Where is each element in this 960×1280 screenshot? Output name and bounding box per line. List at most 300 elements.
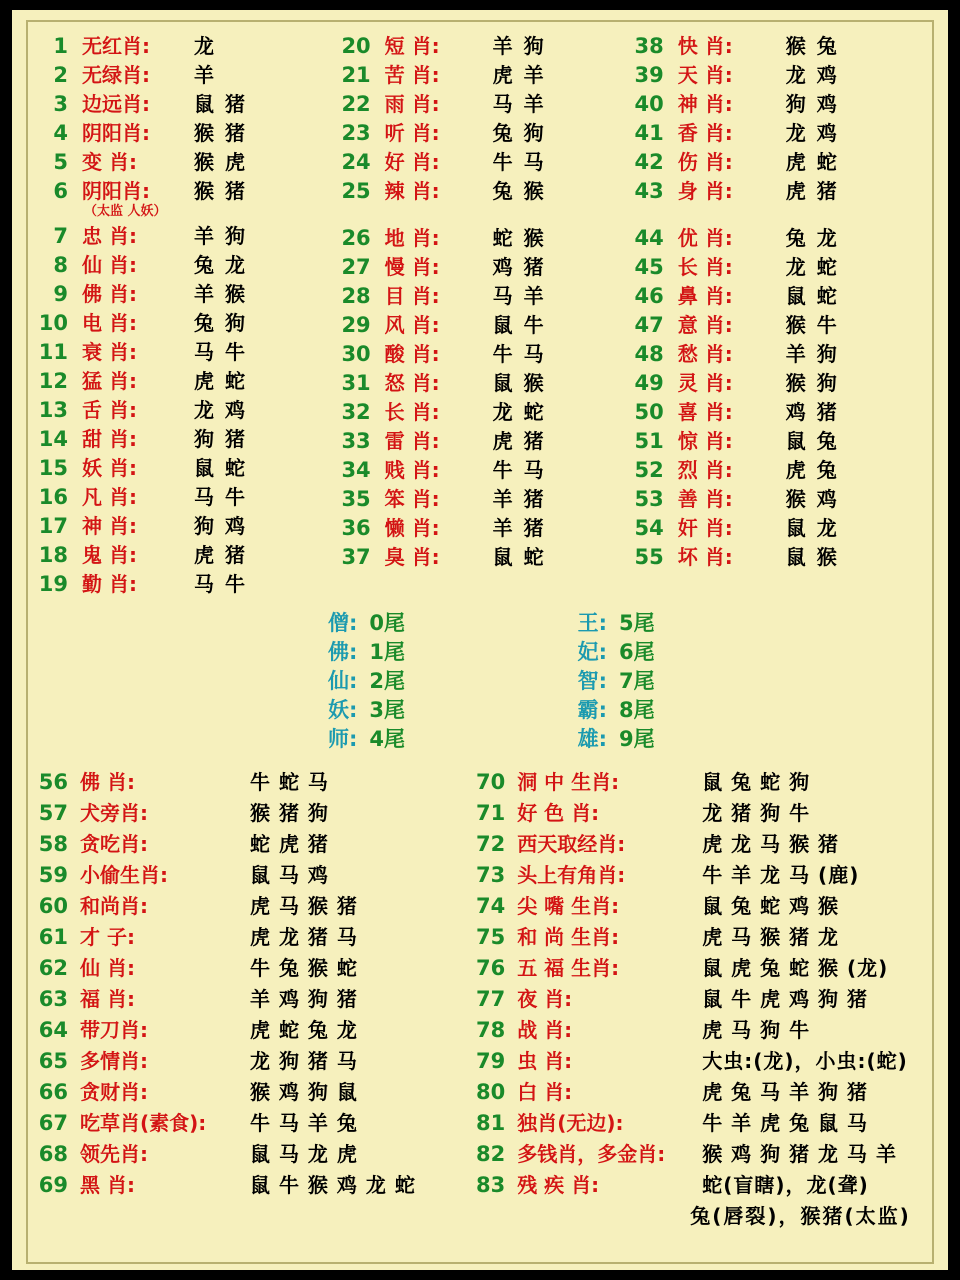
entry-value: 猴 猪 bbox=[194, 121, 247, 145]
entry-label: 苦 肖: bbox=[384, 63, 440, 87]
entry-number: 16 bbox=[38, 485, 68, 509]
entry-value: 牛 马 bbox=[492, 458, 546, 482]
entry-number: 36 bbox=[341, 516, 371, 540]
entry-label: 鼻 肖: bbox=[677, 284, 733, 308]
entry-label: 勤 肖: bbox=[82, 572, 137, 596]
entry-label: 好 色 肖: bbox=[517, 801, 600, 825]
entry-row bbox=[634, 367, 922, 396]
entry-label: 长 肖: bbox=[677, 255, 733, 279]
entry-number: 61 bbox=[38, 925, 68, 949]
entry-value: 牛 马 羊 兔 bbox=[250, 1111, 358, 1135]
entry-row bbox=[38, 307, 341, 336]
tail-row bbox=[305, 607, 405, 636]
entry-label: 意 肖: bbox=[677, 313, 733, 337]
entry-row bbox=[38, 766, 475, 797]
entry-value: 猴 鸡 狗 鼠 bbox=[250, 1080, 358, 1104]
entry-value: 羊 bbox=[194, 63, 216, 87]
entry-number: 46 bbox=[634, 284, 664, 308]
entry-number: 81 bbox=[475, 1111, 506, 1135]
entry-number: 47 bbox=[634, 313, 664, 337]
entry-row bbox=[475, 921, 922, 952]
entry-row bbox=[38, 278, 341, 307]
entry-row bbox=[634, 88, 922, 117]
tail-row bbox=[555, 636, 655, 665]
entry-value: 鸡 猪 bbox=[492, 255, 546, 279]
entry-value: 鸡 猪 bbox=[785, 400, 839, 424]
entry-number: 6 bbox=[53, 179, 68, 203]
entry-label: 臭 肖: bbox=[384, 545, 440, 569]
entry-label: 短 肖: bbox=[384, 34, 440, 58]
entry-value: 龙 猪 狗 牛 bbox=[702, 801, 811, 825]
entry-number: 21 bbox=[341, 63, 371, 87]
tail-row bbox=[305, 694, 405, 723]
tail-value: 6尾 bbox=[619, 640, 655, 664]
entry-row bbox=[38, 452, 341, 481]
entry-number: 79 bbox=[475, 1049, 506, 1073]
entry-value: 牛 羊 龙 马 (鹿) bbox=[702, 863, 860, 887]
entry-value: 羊 狗 bbox=[492, 34, 546, 58]
entry-row bbox=[475, 1014, 922, 1045]
entry-value: 马 牛 bbox=[194, 340, 247, 364]
entry-value: 猴 牛 bbox=[785, 313, 839, 337]
entry-label: 怒 肖: bbox=[384, 371, 440, 395]
entry-number: 74 bbox=[475, 894, 506, 918]
entry-value: 龙 蛇 bbox=[785, 255, 839, 279]
entry-number: 26 bbox=[341, 226, 371, 250]
top-section bbox=[38, 30, 922, 597]
entry-number: 83 bbox=[475, 1173, 506, 1197]
entry-label: 无绿肖: bbox=[82, 63, 150, 87]
bottom-column-b bbox=[475, 766, 922, 1231]
entry-row bbox=[38, 1076, 475, 1107]
entry-label: 带刀肖: bbox=[80, 1018, 148, 1042]
entry-label: 笨 肖: bbox=[384, 487, 440, 511]
entry-value: 虎 猪 bbox=[492, 429, 546, 453]
entry-number: 24 bbox=[341, 150, 371, 174]
entry-label: 虫 肖: bbox=[517, 1049, 573, 1073]
entry-number: 12 bbox=[38, 369, 68, 393]
entry-label: 多情肖: bbox=[80, 1049, 148, 1073]
entry-label: 仙 肖: bbox=[82, 253, 137, 277]
entry-row bbox=[475, 1045, 922, 1076]
entry-row bbox=[38, 539, 341, 568]
entry-row bbox=[634, 541, 922, 570]
entry-label: 风 肖: bbox=[384, 313, 440, 337]
entry-value: 猴 鸡 bbox=[785, 487, 839, 511]
entry-label: 黑 肖: bbox=[80, 1173, 135, 1197]
entry-label: 和 尚 生肖: bbox=[517, 925, 620, 949]
column-b bbox=[341, 30, 634, 570]
entry-value: 马 羊 bbox=[492, 92, 546, 116]
entry-row bbox=[38, 481, 341, 510]
entry-value: 虎 马 猴 猪 bbox=[250, 894, 358, 918]
entry-row bbox=[38, 1169, 475, 1200]
entry-label: 贪财肖: bbox=[80, 1080, 148, 1104]
entry-label: 多钱肖，多金肖: bbox=[517, 1142, 666, 1166]
entry-label: 无红肖: bbox=[82, 34, 150, 58]
bottom-column-a bbox=[38, 766, 475, 1231]
entry-number: 41 bbox=[634, 121, 664, 145]
entry-row bbox=[341, 396, 634, 425]
entry-value: 龙 鸡 bbox=[785, 63, 839, 87]
entry-row bbox=[38, 859, 475, 890]
tail-key: 雄: bbox=[577, 727, 607, 751]
entry-value: 鼠 牛 猴 鸡 龙 蛇 bbox=[250, 1173, 416, 1197]
entry-number: 45 bbox=[634, 255, 664, 279]
entry-row bbox=[38, 365, 341, 394]
entry-label: 长 肖: bbox=[384, 400, 440, 424]
entry-value: 虎 蛇 bbox=[194, 369, 247, 393]
entry-row bbox=[634, 175, 922, 204]
entry-number: 18 bbox=[38, 543, 68, 567]
entry-number: 40 bbox=[634, 92, 664, 116]
entry-label: 快 肖: bbox=[677, 34, 733, 58]
tail-key: 师: bbox=[327, 727, 358, 751]
entry-value: 虎 兔 马 羊 狗 猪 bbox=[702, 1080, 869, 1104]
entry-value: 鼠 蛇 bbox=[785, 284, 839, 308]
entry-number: 78 bbox=[475, 1018, 506, 1042]
entry-value: 猴 猪 狗 bbox=[250, 801, 329, 825]
tail-key: 王: bbox=[577, 611, 607, 635]
entry-label: 五 福 生肖: bbox=[517, 956, 620, 980]
entry-label: 优 肖: bbox=[677, 226, 733, 250]
entry-value: 鼠 兔 蛇 狗 bbox=[702, 770, 811, 794]
entry-label: 雨 肖: bbox=[384, 92, 440, 116]
entry-label: 雷 肖: bbox=[384, 429, 440, 453]
entry-value: 虎 猪 bbox=[785, 179, 839, 203]
entry-value: 龙 狗 猪 马 bbox=[250, 1049, 358, 1073]
entry-value: 兔 龙 bbox=[785, 226, 839, 250]
entry-row bbox=[341, 454, 634, 483]
entry-row bbox=[634, 512, 922, 541]
tail-row bbox=[555, 665, 655, 694]
entry-row bbox=[475, 766, 922, 797]
entry-label: 辣 肖: bbox=[384, 179, 440, 203]
entry-label: 小偷生肖: bbox=[80, 863, 168, 887]
entry-number: 49 bbox=[634, 371, 664, 395]
tail-value: 7尾 bbox=[619, 669, 655, 693]
entry-value: 羊 狗 bbox=[785, 342, 839, 366]
entry-value: 狗 鸡 bbox=[194, 514, 247, 538]
tail-key: 智: bbox=[577, 669, 607, 693]
tail-row bbox=[555, 723, 655, 752]
entry-value: 蛇 猴 bbox=[492, 226, 546, 250]
entry-value: 羊 猪 bbox=[492, 487, 546, 511]
entry-label: 鬼 肖: bbox=[82, 543, 137, 567]
entry-number: 73 bbox=[475, 863, 506, 887]
entry-number: 64 bbox=[38, 1018, 68, 1042]
entry-row bbox=[38, 797, 475, 828]
entry-value: 羊 狗 bbox=[194, 224, 247, 248]
entry-number: 70 bbox=[475, 770, 506, 794]
entry-number: 2 bbox=[53, 63, 68, 87]
tail-key: 僧: bbox=[327, 611, 358, 635]
entry-row bbox=[341, 251, 634, 280]
entry-value: 龙 鸡 bbox=[785, 121, 839, 145]
entry-value: 龙 蛇 bbox=[492, 400, 546, 424]
entry-value: 虎 兔 bbox=[785, 458, 839, 482]
tail-value: 0尾 bbox=[369, 611, 405, 635]
entry-label: 惊 肖: bbox=[677, 429, 733, 453]
entry-row bbox=[38, 568, 341, 597]
entry-row bbox=[38, 1045, 475, 1076]
entry-row bbox=[475, 1138, 922, 1169]
entry-row bbox=[38, 88, 341, 117]
entry-row bbox=[475, 1076, 922, 1107]
entry-number: 77 bbox=[475, 987, 506, 1011]
tail-value: 4尾 bbox=[369, 727, 405, 751]
entry-number: 75 bbox=[475, 925, 506, 949]
entry-value: 蛇 虎 猪 bbox=[250, 832, 329, 856]
entry-row bbox=[475, 828, 922, 859]
entry-value: 狗 鸡 bbox=[785, 92, 839, 116]
entry-value: 猴 虎 bbox=[194, 150, 247, 174]
entry-row bbox=[634, 483, 922, 512]
entry-label: 和尚肖: bbox=[80, 894, 148, 918]
entry-value: 猴 狗 bbox=[785, 371, 839, 395]
entry-value: 马 牛 bbox=[194, 485, 247, 509]
entry-value: 马 牛 bbox=[194, 572, 247, 596]
entry-row bbox=[38, 30, 341, 59]
entry-label: 贪吃肖: bbox=[80, 832, 148, 856]
tail-row bbox=[555, 607, 655, 636]
entry-number: 69 bbox=[38, 1173, 68, 1197]
entry-row bbox=[38, 220, 341, 249]
entry-number: 7 bbox=[53, 224, 68, 248]
entry-row bbox=[38, 952, 475, 983]
tail-row bbox=[305, 723, 405, 752]
entry-number: 43 bbox=[634, 179, 664, 203]
entry-number: 34 bbox=[341, 458, 371, 482]
entry-number: 71 bbox=[475, 801, 506, 825]
entry-label: 天 肖: bbox=[677, 63, 733, 87]
entry-row bbox=[341, 222, 634, 251]
entry-value: 虎 猪 bbox=[194, 543, 247, 567]
tail-value: 9尾 bbox=[619, 727, 655, 751]
entry-number: 13 bbox=[38, 398, 68, 422]
entry-row bbox=[475, 890, 922, 921]
entry-row bbox=[38, 394, 341, 423]
entry-label: 灵 肖: bbox=[677, 371, 733, 395]
entry-number: 82 bbox=[475, 1142, 506, 1166]
entry-row bbox=[341, 175, 634, 204]
entry-number: 25 bbox=[341, 179, 371, 203]
entry-number: 62 bbox=[38, 956, 68, 980]
entry-label: 残 疾 肖: bbox=[517, 1173, 600, 1197]
entry-value: 鼠 蛇 bbox=[492, 545, 546, 569]
entry-row bbox=[38, 423, 341, 452]
entry-value: 鼠 猪 bbox=[194, 92, 247, 116]
entry-label: 仙 肖: bbox=[80, 956, 135, 980]
entry-value: 马 羊 bbox=[492, 284, 546, 308]
entry-label: 西天取经肖: bbox=[517, 832, 626, 856]
entry-number: 20 bbox=[341, 34, 371, 58]
entry-row bbox=[634, 309, 922, 338]
entry-label: 电 肖: bbox=[82, 311, 137, 335]
entry-value: 鼠 牛 bbox=[492, 313, 546, 337]
entry-label: 神 肖: bbox=[677, 92, 733, 116]
spacer bbox=[475, 1200, 690, 1231]
entry-label: 身 肖: bbox=[677, 179, 733, 203]
entry-number: 29 bbox=[341, 313, 371, 337]
entry-row bbox=[634, 454, 922, 483]
entry-row bbox=[341, 425, 634, 454]
entry-value: 鼠 马 鸡 bbox=[250, 863, 329, 887]
column-gap bbox=[341, 204, 634, 222]
entry-value: 鼠 兔 蛇 鸡 猴 bbox=[702, 894, 840, 918]
entry-label: 头上有角肖: bbox=[517, 863, 626, 887]
tails-left-column bbox=[305, 607, 405, 752]
entry-row bbox=[634, 30, 922, 59]
entry-value: 虎 马 猴 猪 龙 bbox=[702, 925, 840, 949]
entry-continuation-row bbox=[475, 1200, 922, 1231]
entry-row bbox=[475, 1169, 922, 1200]
inner-frame bbox=[26, 20, 934, 1264]
entry-label: 伤 肖: bbox=[677, 150, 733, 174]
tail-key: 仙: bbox=[327, 669, 358, 693]
entry-label: 甜 肖: bbox=[82, 427, 137, 451]
entry-number: 66 bbox=[38, 1080, 68, 1104]
entry-label: 衰 肖: bbox=[82, 340, 137, 364]
entry-number: 1 bbox=[53, 34, 68, 58]
entry-value: 鼠 猴 bbox=[492, 371, 546, 395]
entry-row bbox=[634, 425, 922, 454]
column-c bbox=[634, 30, 922, 570]
entry-label: 变 肖: bbox=[82, 150, 137, 174]
entry-label: 酸 肖: bbox=[384, 342, 440, 366]
entry-label: 地 肖: bbox=[384, 226, 440, 250]
column-gap bbox=[634, 204, 922, 222]
tail-value: 5尾 bbox=[619, 611, 655, 635]
entry-row bbox=[38, 983, 475, 1014]
entry-value: 牛 羊 虎 兔 鼠 马 bbox=[702, 1111, 869, 1135]
entry-label: 白 肖: bbox=[517, 1080, 573, 1104]
entry-value: 虎 马 狗 牛 bbox=[702, 1018, 811, 1042]
entry-note: （太监 人妖） bbox=[84, 204, 167, 219]
entry-number: 44 bbox=[634, 226, 664, 250]
entry-row bbox=[38, 336, 341, 365]
entry-value: 兔 狗 bbox=[492, 121, 546, 145]
entry-value: 虎 羊 bbox=[492, 63, 546, 87]
entry-number: 72 bbox=[475, 832, 506, 856]
entry-number: 39 bbox=[634, 63, 664, 87]
tail-value: 8尾 bbox=[619, 698, 655, 722]
tail-row bbox=[555, 694, 655, 723]
bottom-section bbox=[38, 766, 922, 1231]
entry-value: 羊 猴 bbox=[194, 282, 247, 306]
entry-number: 28 bbox=[341, 284, 371, 308]
entry-number: 22 bbox=[341, 92, 371, 116]
entry-number: 52 bbox=[634, 458, 664, 482]
entry-value: 牛 马 bbox=[492, 342, 546, 366]
entry-row bbox=[634, 280, 922, 309]
entry-row bbox=[341, 541, 634, 570]
entry-number: 27 bbox=[341, 255, 371, 279]
entry-value: 兔 龙 bbox=[194, 253, 247, 277]
entry-label: 妖 肖: bbox=[82, 456, 137, 480]
entry-number: 19 bbox=[38, 572, 68, 596]
entry-number: 54 bbox=[634, 516, 664, 540]
entry-row bbox=[341, 309, 634, 338]
entry-row bbox=[475, 797, 922, 828]
entry-label: 阴阳肖: bbox=[82, 121, 150, 145]
entry-row bbox=[634, 117, 922, 146]
entry-number: 38 bbox=[634, 34, 664, 58]
entry-label: 香 肖: bbox=[677, 121, 733, 145]
entry-value: 猴 兔 bbox=[785, 34, 839, 58]
entry-number: 30 bbox=[341, 342, 371, 366]
entry-label: 慢 肖: bbox=[384, 255, 440, 279]
entry-row bbox=[341, 338, 634, 367]
entry-value: 羊 猪 bbox=[492, 516, 546, 540]
entry-row bbox=[38, 117, 341, 146]
entry-value: 蛇(盲瞎)，龙(聋) bbox=[702, 1173, 869, 1197]
entry-label: 忠 肖: bbox=[82, 224, 137, 248]
entry-number: 4 bbox=[53, 121, 68, 145]
entry-label: 领先肖: bbox=[80, 1142, 148, 1166]
entry-row bbox=[38, 921, 475, 952]
entry-value: 鼠 蛇 bbox=[194, 456, 247, 480]
entry-number: 76 bbox=[475, 956, 506, 980]
entry-number: 68 bbox=[38, 1142, 68, 1166]
entry-value: 虎 蛇 bbox=[785, 150, 839, 174]
entry-value: 牛 马 bbox=[492, 150, 546, 174]
entry-label: 善 肖: bbox=[677, 487, 733, 511]
entry-label: 凡 肖: bbox=[82, 485, 137, 509]
entry-label: 烈 肖: bbox=[677, 458, 733, 482]
entry-number: 51 bbox=[634, 429, 664, 453]
entry-label: 猛 肖: bbox=[82, 369, 137, 393]
entry-row bbox=[341, 483, 634, 512]
entry-number: 15 bbox=[38, 456, 68, 480]
tail-key: 佛: bbox=[327, 640, 358, 664]
entry-label: 洞 中 生肖: bbox=[517, 770, 620, 794]
entry-number: 5 bbox=[53, 150, 68, 174]
entry-number: 9 bbox=[53, 282, 68, 306]
entry-number: 65 bbox=[38, 1049, 68, 1073]
entry-row bbox=[634, 338, 922, 367]
entry-number: 60 bbox=[38, 894, 68, 918]
entry-label: 阴阳肖: bbox=[82, 179, 150, 203]
entry-row bbox=[634, 222, 922, 251]
tail-row bbox=[305, 665, 405, 694]
entry-label: 听 肖: bbox=[384, 121, 440, 145]
entry-row bbox=[475, 1107, 922, 1138]
entry-number: 10 bbox=[38, 311, 68, 335]
entry-number: 23 bbox=[341, 121, 371, 145]
entry-label: 舌 肖: bbox=[82, 398, 137, 422]
entry-value: 龙 bbox=[194, 34, 216, 58]
entry-label: 佛 肖: bbox=[82, 282, 137, 306]
entry-number: 63 bbox=[38, 987, 68, 1011]
entry-number: 3 bbox=[53, 92, 68, 116]
entry-row bbox=[38, 1014, 475, 1045]
entry-number: 35 bbox=[341, 487, 371, 511]
entry-label: 坏 肖: bbox=[677, 545, 733, 569]
entry-label: 奸 肖: bbox=[677, 516, 733, 540]
entry-value: 牛 蛇 马 bbox=[250, 770, 329, 794]
entry-label: 目 肖: bbox=[384, 284, 440, 308]
entry-row bbox=[341, 146, 634, 175]
entry-number: 53 bbox=[634, 487, 664, 511]
entry-value: 龙 鸡 bbox=[194, 398, 247, 422]
entry-number: 80 bbox=[475, 1080, 506, 1104]
entry-row bbox=[38, 1107, 475, 1138]
entry-value: 鼠 马 龙 虎 bbox=[250, 1142, 358, 1166]
entry-row bbox=[634, 251, 922, 280]
entry-label: 犬旁肖: bbox=[80, 801, 148, 825]
entry-value: 虎 龙 马 猴 猪 bbox=[702, 832, 840, 856]
